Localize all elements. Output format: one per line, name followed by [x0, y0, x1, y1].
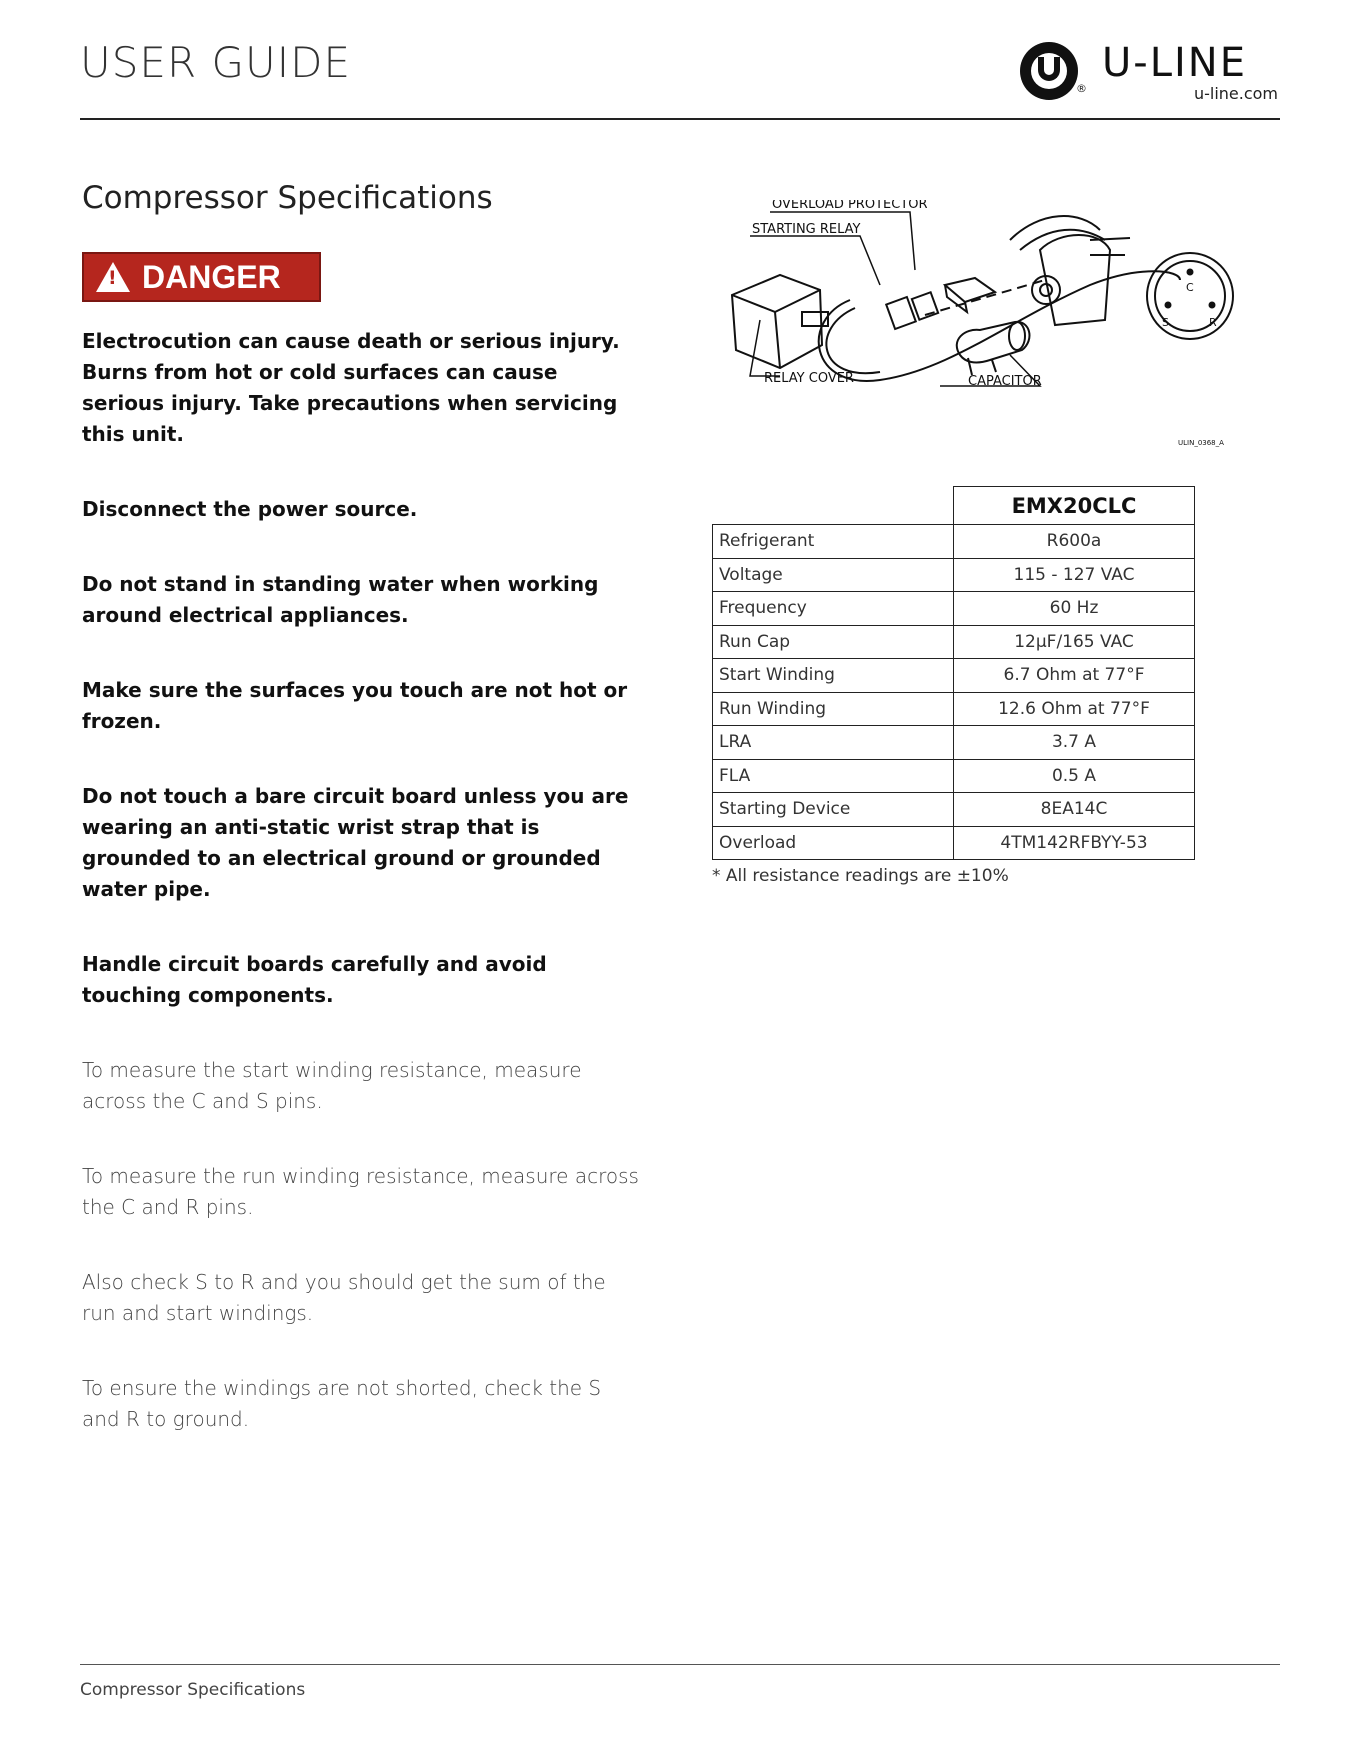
pin-r-dot: [1209, 302, 1216, 309]
registered-mark: ®: [1076, 82, 1087, 95]
warning-text: Electrocution can cause death or serious injury. Burns from hot or cold surfaces can cause serious injury. Take precautions when servicing this unit.: [82, 329, 620, 446]
footer-divider: [80, 1664, 1280, 1665]
table-row: [713, 558, 1195, 592]
spec-label: Voltage: [713, 558, 954, 592]
footer-section-name: Compressor Specifications: [80, 1680, 306, 1700]
warning-triangle-icon: !: [96, 262, 130, 292]
table-row: [713, 692, 1195, 726]
u-line-logo: [1020, 38, 1280, 104]
instruction-text: To measure the start winding resistance, measure across the C and S pins.: [82, 1058, 582, 1113]
logo-url: u-line.com: [1193, 84, 1278, 103]
model-header: EMX20CLC: [954, 487, 1195, 525]
pin-c-dot: [1187, 269, 1194, 276]
compressor-diagram: [710, 200, 1250, 460]
spec-value: 3.7 A: [954, 726, 1195, 760]
capacitor-label: CAPACITOR: [968, 374, 1042, 389]
table-row: [713, 659, 1195, 693]
spec-value: 12.6 Ohm at 77°F: [954, 692, 1195, 726]
spec-value: 115 - 127 VAC: [954, 558, 1195, 592]
pin-r-label: R: [1209, 316, 1217, 329]
spec-value: 12µF/165 VAC: [954, 625, 1195, 659]
table-row: [713, 826, 1195, 860]
spec-label: Run Cap: [713, 625, 954, 659]
spec-label: Refrigerant: [713, 525, 954, 559]
table-row: [713, 525, 1195, 559]
pin-s-label: S: [1162, 316, 1169, 329]
spec-label: Starting Device: [713, 793, 954, 827]
warning-text: Do not touch a bare circuit board unless you are wearing an anti-static wrist strap that is grounded to an electrical ground or grounded water pipe.: [82, 784, 629, 901]
spec-value: 4TM142RFBYY-53: [954, 826, 1195, 860]
logo-wordmark: U-LINE: [1102, 40, 1247, 86]
table-row: [713, 793, 1195, 827]
overload-protector-label: OVERLOAD PROTECTOR: [772, 200, 928, 212]
header-divider: [80, 118, 1280, 120]
relay-cover-label: RELAY COVER: [764, 371, 854, 386]
spec-label: Overload: [713, 826, 954, 860]
table-header-row: [713, 487, 1195, 525]
warning-text: Disconnect the power source.: [82, 497, 418, 521]
instruction-text: Also check S to R and you should get the sum of the run and start windings.: [82, 1270, 606, 1325]
figure-id: ULIN_0368_A: [1178, 439, 1224, 447]
document-title: USER GUIDE: [80, 38, 352, 87]
instruction-text: To measure the run winding resistance, measure across the C and R pins.: [82, 1164, 639, 1219]
table-row: [713, 759, 1195, 793]
u-line-logo-mark-icon: [1020, 42, 1078, 100]
warning-text: Handle circuit boards carefully and avoid touching components.: [82, 952, 547, 1007]
spec-value: 6.7 Ohm at 77°F: [954, 659, 1195, 693]
compressor-parts-illustration: [710, 200, 1250, 460]
spec-label: LRA: [713, 726, 954, 760]
warning-text: Do not stand in standing water when working around electrical appliances.: [82, 572, 599, 627]
page-header: [80, 34, 1280, 124]
danger-label: DANGER: [142, 258, 281, 295]
spec-label: Run Winding: [713, 692, 954, 726]
spec-label: Frequency: [713, 592, 954, 626]
left-column: [82, 180, 642, 1435]
table-row: [713, 625, 1195, 659]
pin-s-dot: [1165, 302, 1172, 309]
spec-value: 8EA14C: [954, 793, 1195, 827]
resistance-note: * All resistance readings are ±10%: [712, 866, 1009, 886]
table-row: [713, 726, 1195, 760]
section-title: Compressor Specifications: [82, 180, 493, 216]
table-corner-cell: [713, 487, 954, 525]
compressor-spec-table: [712, 486, 1195, 860]
instruction-text: To ensure the windings are not shorted, check the S and R to ground.: [82, 1376, 602, 1431]
table-row: [713, 592, 1195, 626]
warning-text: Make sure the surfaces you touch are not hot or frozen.: [82, 678, 628, 733]
starting-relay-label: STARTING RELAY: [752, 222, 861, 237]
spec-label: Start Winding: [713, 659, 954, 693]
spec-value: 60 Hz: [954, 592, 1195, 626]
pin-c-label: C: [1186, 281, 1194, 294]
spec-value: R600a: [954, 525, 1195, 559]
spec-label: FLA: [713, 759, 954, 793]
danger-badge: [82, 252, 321, 302]
spec-value: 0.5 A: [954, 759, 1195, 793]
